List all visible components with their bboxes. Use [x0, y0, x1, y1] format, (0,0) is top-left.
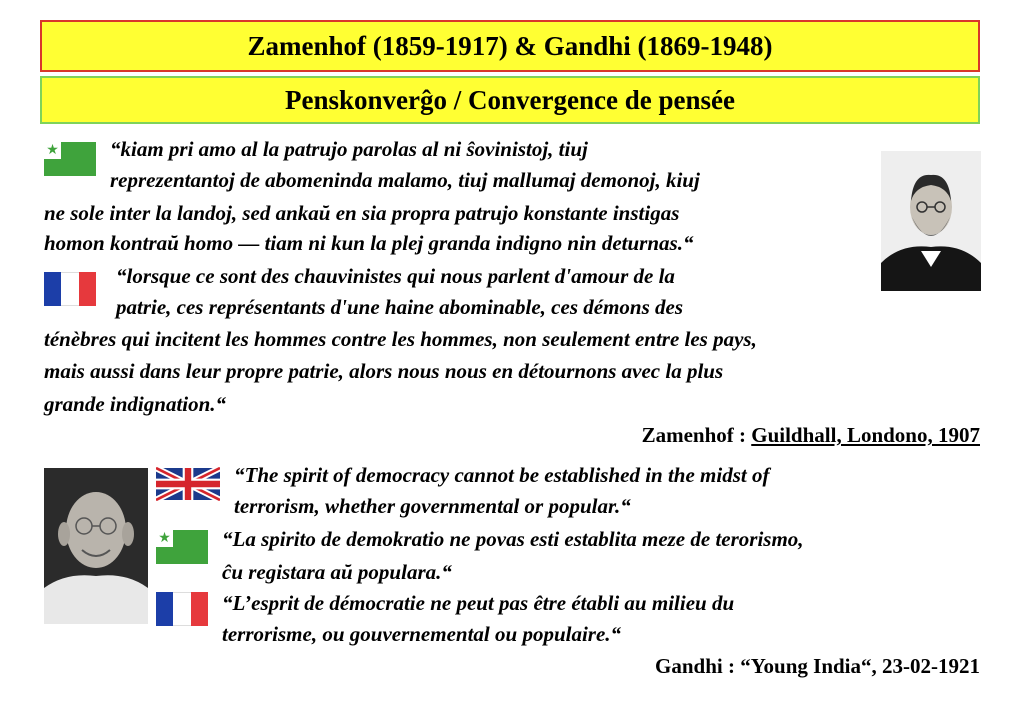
zamenhof-eo-line-4: homon kontraŭ homo — tiam ni kun la plej granda indigno nin deturnas.“ [44, 231, 694, 255]
gandhi-fr-line-1: “L’esprit de démocratie ne peut pas être établi au milieu du [222, 591, 735, 615]
gandhi-eo-line-2: ĉu registara aŭ popularа.“ [222, 560, 452, 584]
subtitle-banner [40, 76, 980, 124]
zamenhof-portrait [881, 151, 981, 291]
title-banner [40, 20, 980, 72]
esperanto-flag-icon [156, 530, 208, 564]
zamenhof-fr-line-2: patrie, ces représentants d'une haine abominable, ces démons des [116, 295, 683, 319]
zamenhof-attribution-name: Zamenhof : [641, 423, 752, 447]
star-icon: ★ [44, 142, 61, 159]
zamenhof-attribution [642, 423, 980, 447]
zamenhof-fr-line-4: mais aussi dans leur propre patrie, alors nous nous en détournons avec la plus [44, 359, 724, 383]
page-subtitle: Penskonverĝo / Convergence de pensée [285, 84, 735, 115]
zamenhof-eo-line-1: “kiam pri amo al la patrujo parolas al ni ŝovinistoj, tiuj [110, 137, 588, 161]
france-flag-icon [156, 592, 208, 626]
gandhi-portrait [44, 468, 148, 624]
esperanto-flag-icon [44, 142, 96, 176]
gandhi-en-line-2: terrorism, whether governmental or popular.“ [234, 494, 631, 518]
page-title: Zamenhof (1859-1917) & Gandhi (1869-1948) [247, 30, 773, 61]
gandhi-eo-line-1: “La spirito de demokratio ne povas esti establita meze de terorismo, [222, 527, 804, 551]
gandhi-attribution: Gandhi : “Young India“, 23-02-1921 [655, 654, 980, 678]
zamenhof-fr-line-3: ténèbres qui incitent les hommes contre les hommes, non seulement entre les pays, [44, 327, 757, 351]
zamenhof-fr-line-5: grande indignation.“ [44, 392, 227, 416]
gandhi-en-line-1: “The spirit of democracy cannot be established in the midst of [234, 463, 770, 487]
zamenhof-eo-line-2: reprezentantoj de abomeninda malamo, tiuj mallumaj demonoj, kiuj [110, 168, 700, 192]
zamenhof-fr-line-1: “lorsque ce sont des chauvinistes qui nous parlent d'amour de la [116, 264, 675, 288]
france-flag-icon [44, 272, 96, 306]
zamenhof-eo-line-3: ne sole inter la landoj, sed ankaŭ en sia propra patrujo konstante instigas [44, 201, 680, 225]
gandhi-fr-line-2: terrorisme, ou gouvernemental ou populaire.“ [222, 622, 622, 646]
star-icon: ★ [156, 530, 173, 547]
united-kingdom-flag-icon [156, 467, 220, 501]
zamenhof-attribution-source: Guildhall, Londono, 1907 [751, 423, 980, 447]
